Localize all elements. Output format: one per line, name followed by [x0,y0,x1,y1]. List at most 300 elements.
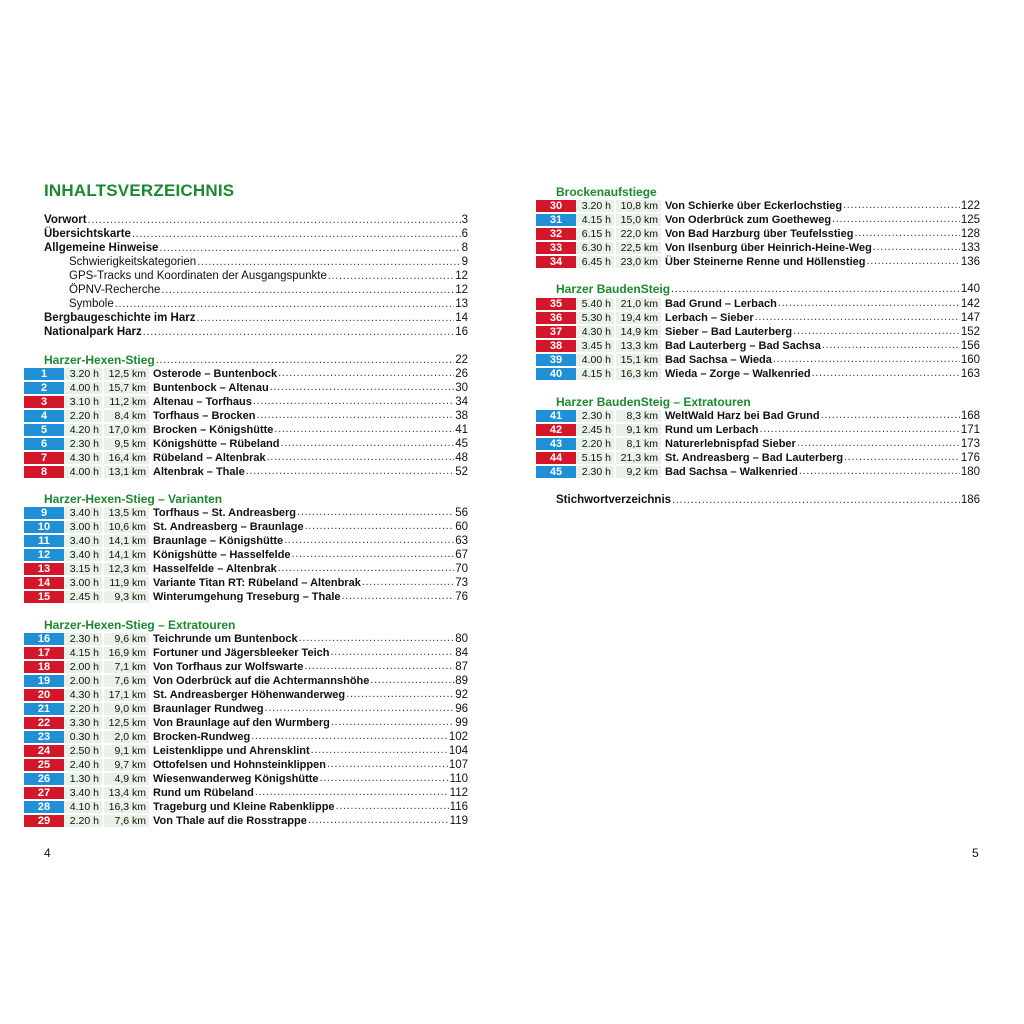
tour-name: Brocken-Rundweg [153,730,251,743]
tour-distance: 13,4 km [104,787,149,799]
tour-distance: 9,2 km [616,466,661,478]
tour-number-badge: 28 [24,801,64,813]
tour-page: 176 [960,451,980,464]
tour-number-badge: 43 [536,438,576,450]
tour-duration: 4.15 h [64,647,102,659]
tour-distance: 2,0 km [104,731,149,743]
tour-number-badge: 8 [24,466,64,478]
entry-label: Schwierigkeitskategorien [69,256,197,268]
tour-distance: 10,6 km [104,521,149,533]
tour-row [24,367,468,380]
tour-page: 152 [960,325,980,338]
tour-page: 80 [455,632,468,645]
tour-row [536,241,980,254]
toc-entry [44,242,468,255]
tour-duration: 2.00 h [64,675,102,687]
tour-distance: 13,5 km [104,507,149,519]
toc-entry [44,228,468,241]
section-heading-varianten: Harzer-Hexen-Stieg – Varianten [44,492,223,506]
tour-number-badge: 26 [24,773,64,785]
tour-distance: 19,4 km [616,312,661,324]
tour-duration: 2.20 h [64,703,102,715]
tour-number-badge: 17 [24,647,64,659]
tour-row [536,255,980,268]
tour-number-badge: 15 [24,591,64,603]
tour-name: Von Oderbrück zum Goetheweg [665,213,832,226]
tour-name: Rund um Rübeland [153,786,254,799]
tour-row [536,325,980,338]
tour-page: 173 [960,437,980,450]
tour-duration: 2.45 h [576,424,614,436]
entry-page: 9 [461,256,468,268]
tour-distance: 12,3 km [104,563,149,575]
tour-number-badge: 18 [24,661,64,673]
tour-page: 163 [960,367,980,380]
tour-number-badge: 4 [24,410,64,422]
tour-duration: 4.20 h [64,424,102,436]
tour-number-badge: 22 [24,717,64,729]
tour-row [536,227,980,240]
tour-name: Über Steinerne Renne und Höllenstieg [665,255,866,268]
tour-name: Sieber – Bad Lauterberg [665,325,793,338]
tour-distance: 17,1 km [104,689,149,701]
toc-subentry [69,270,468,283]
tour-duration: 5.30 h [576,312,614,324]
tour-page: 125 [960,213,980,226]
tour-row [24,688,468,701]
tour-duration: 2.45 h [64,591,102,603]
page-number: 5 [972,846,979,860]
tour-page: 116 [449,800,468,813]
tour-name: Braunlage – Königshütte [153,534,284,547]
tour-name: Von Braunlage auf den Wurmberg [153,716,330,729]
tour-distance: 4,9 km [104,773,149,785]
tour-row [24,520,468,533]
tour-name: Von Thale auf die Rosstrappe [153,814,307,827]
entry-label: Stichwortverzeichnis [556,494,672,506]
tour-distance: 9,0 km [104,703,149,715]
tour-distance: 15,0 km [616,214,661,226]
tour-duration: 4.15 h [576,214,614,226]
tour-name: WeltWald Harz bei Bad Grund [665,409,820,422]
tour-row [24,702,468,715]
tour-number-badge: 45 [536,466,576,478]
tour-name: Winterumgehung Treseburg – Thale [153,590,341,603]
tour-duration: 4.30 h [576,326,614,338]
tour-page: 168 [960,409,980,422]
tour-page: 119 [449,814,468,827]
entry-page: 14 [455,312,468,324]
tour-duration: 2.20 h [64,410,102,422]
tour-number-badge: 24 [24,745,64,757]
entry-label: Symbole [69,298,114,310]
tour-distance: 22,0 km [616,228,661,240]
entry-label: Übersichtskarte [44,228,131,240]
entry-page: 8 [461,242,468,254]
tour-number-badge: 33 [536,242,576,254]
tour-name: Buntenbock – Altenau [153,381,269,394]
tour-duration: 4.30 h [64,689,102,701]
tour-duration: 2.20 h [64,815,102,827]
tour-duration: 3.45 h [576,340,614,352]
tour-page: 67 [455,548,468,561]
tour-distance: 12,5 km [104,717,149,729]
tour-name: Königshütte – Rübeland [153,437,280,450]
tour-distance: 17,0 km [104,424,149,436]
tour-row [24,772,468,785]
tour-page: 128 [960,227,980,240]
tour-name: Teichrunde um Buntenbock [153,632,298,645]
tour-name: Ottofelsen und Hohnsteinklippen [153,758,326,771]
tour-number-badge: 41 [536,410,576,422]
tour-name: Hasselfelde – Altenbrak [153,562,277,575]
tour-page: 142 [960,297,980,310]
tour-number-badge: 16 [24,633,64,645]
tour-number-badge: 9 [24,507,64,519]
tour-duration: 3.30 h [64,717,102,729]
tour-duration: 2.30 h [576,410,614,422]
tour-name: St. Andreasberg – Bad Lauterberg [665,451,844,464]
tour-duration: 5.15 h [576,452,614,464]
tour-row [24,423,468,436]
tour-distance: 14,9 km [616,326,661,338]
tour-page: 89 [455,674,468,687]
tour-name: Fortuner und Jägersbleeker Teich [153,646,330,659]
tour-name: Variante Titan RT: Rübeland – Altenbrak [153,576,361,589]
tour-distance: 9,3 km [104,591,149,603]
tour-distance: 8,4 km [104,410,149,422]
tour-distance: 8,1 km [616,438,661,450]
tour-duration: 4.10 h [64,801,102,813]
tour-distance: 8,3 km [616,410,661,422]
entry-label: Nationalpark Harz [44,326,142,338]
tour-row [24,800,468,813]
section-heading-baudensteig-extratouren: Harzer BaudenSteig – Extratouren [556,395,751,409]
tour-number-badge: 35 [536,298,576,310]
tour-number-badge: 12 [24,549,64,561]
tour-name: Von Bad Harzburg über Teufelsstieg [665,227,854,240]
tour-number-badge: 6 [24,438,64,450]
tour-name: Brocken – Königshütte [153,423,274,436]
tour-number-badge: 39 [536,354,576,366]
tour-duration: 4.15 h [576,368,614,380]
tour-distance: 9,6 km [104,633,149,645]
tour-number-badge: 30 [536,200,576,212]
tour-distance: 13,3 km [616,340,661,352]
tour-distance: 14,1 km [104,535,149,547]
tour-duration: 2.20 h [576,438,614,450]
tour-row [24,744,468,757]
tour-row [536,451,980,464]
entry-page: 12 [455,270,468,282]
tour-duration: 1.30 h [64,773,102,785]
tour-duration: 3.20 h [576,200,614,212]
tour-duration: 2.30 h [64,438,102,450]
tour-row [24,646,468,659]
tour-page: 45 [455,437,468,450]
tour-row [536,367,980,380]
tour-duration: 5.40 h [576,298,614,310]
tour-row [24,381,468,394]
entry-label: Bergbaugeschichte im Harz [44,312,196,324]
tour-name: Wieda – Zorge – Walkenried [665,367,811,380]
tour-distance: 11,2 km [104,396,149,408]
tour-duration: 2.00 h [64,661,102,673]
tour-number-badge: 36 [536,312,576,324]
entry-page: 6 [461,228,468,240]
tour-page: 122 [960,199,980,212]
tour-distance: 9,7 km [104,759,149,771]
toc-entry [44,326,468,339]
tour-page: 52 [455,465,468,478]
tour-page: 38 [455,409,468,422]
tour-page: 171 [960,423,980,436]
tour-duration: 6.30 h [576,242,614,254]
tour-distance: 9,5 km [104,438,149,450]
tour-duration: 3.00 h [64,521,102,533]
toc-entry [44,214,468,227]
tour-page: 76 [455,590,468,603]
page-number: 4 [44,846,51,860]
tour-name: Altenbrak – Thale [153,465,245,478]
tour-name: Lerbach – Sieber [665,311,754,324]
toc-entry-stichwortverzeichnis [556,494,980,507]
tour-duration: 4.00 h [64,382,102,394]
tour-name: Altenau – Torfhaus [153,395,252,408]
tour-number-badge: 3 [24,396,64,408]
tour-page: 63 [455,534,468,547]
tour-name: Torfhaus – St. Andreasberg [153,506,297,519]
tour-row [536,297,980,310]
tour-page: 34 [455,395,468,408]
tour-number-badge: 42 [536,424,576,436]
tour-name: Von Ilsenburg über Heinrich-Heine-Weg [665,241,872,254]
tour-duration: 4.00 h [64,466,102,478]
tour-page: 180 [960,465,980,478]
tour-page: 41 [455,423,468,436]
tour-page: 96 [455,702,468,715]
tour-number-badge: 10 [24,521,64,533]
tour-row [24,506,468,519]
tour-row [24,674,468,687]
tour-number-badge: 37 [536,326,576,338]
tour-name: Von Oderbrück auf die Achtermannshöhe [153,674,370,687]
tour-row [536,213,980,226]
tour-page: 84 [455,646,468,659]
tour-name: Bad Sachsa – Wieda [665,353,772,366]
entry-label: Vorwort [44,214,87,226]
tour-distance: 15,1 km [616,354,661,366]
entry-page: 12 [455,284,468,296]
tour-page: 160 [960,353,980,366]
tour-row [24,786,468,799]
tour-number-badge: 5 [24,424,64,436]
tour-row [24,758,468,771]
entry-label: ÖPNV-Recherche [69,284,161,296]
tour-distance: 7,6 km [104,815,149,827]
tour-number-badge: 34 [536,256,576,268]
tour-number-badge: 25 [24,759,64,771]
tour-number-badge: 14 [24,577,64,589]
tour-number-badge: 21 [24,703,64,715]
tour-duration: 3.00 h [64,577,102,589]
tour-number-badge: 32 [536,228,576,240]
tour-number-badge: 29 [24,815,64,827]
tour-row [24,632,468,645]
tour-distance: 21,0 km [616,298,661,310]
tour-distance: 7,1 km [104,661,149,673]
tour-number-badge: 27 [24,787,64,799]
tour-page: 60 [455,520,468,533]
tour-row [536,353,980,366]
tour-duration: 3.10 h [64,396,102,408]
tour-row [24,562,468,575]
entry-page: 13 [455,298,468,310]
tour-row [24,395,468,408]
tour-number-badge: 23 [24,731,64,743]
tour-row [24,660,468,673]
tour-name: Osterode – Buntenbock [153,367,278,380]
tour-row [24,548,468,561]
tour-row [24,451,468,464]
tour-page: 30 [455,381,468,394]
tour-distance: 16,9 km [104,647,149,659]
tour-number-badge: 11 [24,535,64,547]
toc-subentry [69,298,468,311]
tour-distance: 12,5 km [104,368,149,380]
tour-number-badge: 40 [536,368,576,380]
tour-page: 104 [448,744,468,757]
tour-page: 26 [455,367,468,380]
tour-row [24,465,468,478]
tour-name: Rund um Lerbach [665,423,759,436]
tour-page: 87 [455,660,468,673]
tour-page: 70 [455,562,468,575]
tour-distance: 11,9 km [104,577,149,589]
tour-distance: 13,1 km [104,466,149,478]
tour-row [536,437,980,450]
tour-page: 48 [455,451,468,464]
tour-duration: 6.15 h [576,228,614,240]
tour-number-badge: 19 [24,675,64,687]
tour-duration: 3.40 h [64,787,102,799]
tour-name: Bad Lauterberg – Bad Sachsa [665,339,821,352]
tour-distance: 21,3 km [616,452,661,464]
section-heading-extratouren: Harzer-Hexen-Stieg – Extratouren [44,618,236,632]
tour-distance: 9,1 km [616,424,661,436]
tour-duration: 2.30 h [576,466,614,478]
tour-page: 102 [448,730,468,743]
tour-name: Von Schierke über Eckerlochstieg [665,199,843,212]
tour-page: 110 [449,772,468,785]
tour-duration: 2.30 h [64,633,102,645]
tour-duration: 3.40 h [64,549,102,561]
tour-duration: 3.40 h [64,507,102,519]
tour-name: Trageburg und Kleine Rabenklippe [153,800,335,813]
tour-row [536,423,980,436]
tour-number-badge: 20 [24,689,64,701]
section-label: Harzer BaudenSteig [556,282,671,296]
tour-name: Von Torfhaus zur Wolfswarte [153,660,304,673]
tour-page: 147 [960,311,980,324]
tour-duration: 3.40 h [64,535,102,547]
tour-distance: 16,3 km [616,368,661,380]
tour-distance: 22,5 km [616,242,661,254]
section-heading-hexen-stieg [44,354,468,367]
tour-name: Bad Grund – Lerbach [665,297,777,310]
tour-distance: 10,8 km [616,200,661,212]
entry-page: 16 [455,326,468,338]
tour-name: Rübeland – Altenbrak [153,451,266,464]
tour-name: Torfhaus – Brocken [153,409,256,422]
tour-name: Leistenklippe und Ahrensklint [153,744,310,757]
tour-name: Bad Sachsa – Walkenried [665,465,798,478]
tour-row [536,465,980,478]
tour-distance: 7,6 km [104,675,149,687]
section-label: Harzer-Hexen-Stieg [44,353,155,367]
tour-page: 112 [449,786,468,799]
tour-row [24,576,468,589]
tour-number-badge: 7 [24,452,64,464]
tour-duration: 0.30 h [64,731,102,743]
entry-label: Allgemeine Hinweise [44,242,159,254]
tour-distance: 23,0 km [616,256,661,268]
tour-row [24,716,468,729]
tour-name: St. Andreasberger Höhenwanderweg [153,688,346,701]
entry-page: 3 [461,214,468,226]
toc-subentry [69,256,468,269]
toc-title: INHALTSVERZEICHNIS [44,181,235,200]
tour-number-badge: 38 [536,340,576,352]
tour-name: St. Andreasberg – Braunlage [153,520,304,533]
tour-row [24,437,468,450]
tour-distance: 15,7 km [104,382,149,394]
section-page: 22 [455,354,468,366]
tour-row [24,534,468,547]
tour-row [536,409,980,422]
toc-subentry [69,284,468,297]
tour-duration: 2.40 h [64,759,102,771]
tour-number-badge: 31 [536,214,576,226]
tour-duration: 3.15 h [64,563,102,575]
tour-row [536,311,980,324]
tour-name: Braunlager Rundweg [153,702,264,715]
tour-page: 73 [455,576,468,589]
tour-duration: 3.20 h [64,368,102,380]
tour-distance: 14,1 km [104,549,149,561]
tour-number-badge: 1 [24,368,64,380]
section-heading-brockenaufstiege: Brockenaufstiege [556,185,657,199]
tour-page: 156 [960,339,980,352]
tour-row [24,590,468,603]
tour-name: Wiesenwanderweg Königshütte [153,772,319,785]
tour-page: 56 [455,506,468,519]
tour-row [536,199,980,212]
tour-number-badge: 2 [24,382,64,394]
tour-duration: 6.45 h [576,256,614,268]
tour-page: 92 [455,688,468,701]
tour-duration: 4.30 h [64,452,102,464]
tour-duration: 2.50 h [64,745,102,757]
section-heading-baudensteig [556,283,980,296]
tour-number-badge: 13 [24,563,64,575]
entry-page: 186 [960,494,980,506]
tour-row [24,814,468,827]
toc-entry [44,312,468,325]
tour-name: Königshütte – Hasselfelde [153,548,291,561]
section-page: 140 [960,283,980,295]
tour-row [536,339,980,352]
